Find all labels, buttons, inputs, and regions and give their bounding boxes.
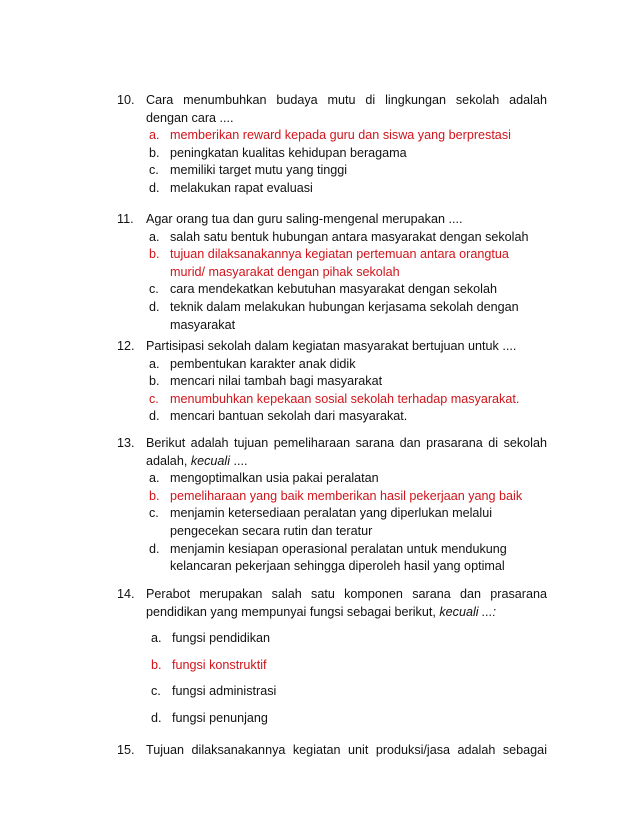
option-c: c. memiliki target mutu yang tinggi xyxy=(149,163,348,178)
question-text: Berikut adalah tujuan pemeliharaan sarana dan prasarana di sekolah adalah, kecuali .... xyxy=(146,436,547,468)
option-a: a. salah satu bentuk hubungan antara masyarakat dengan sekolah xyxy=(149,229,529,244)
option-d: d. menjamin kesiapan operasional peralatan untuk mendukung kelancaran pekerjaan sehingga diperoleh hasil yang optimal xyxy=(149,541,507,574)
question-number: 14. xyxy=(117,587,135,601)
question-text: Cara menumbuhkan budaya mutu di lingkungan sekolah adalah dengan cara .... xyxy=(146,93,547,125)
option-b: b. tujuan dilaksanakannya kegiatan pertemuan antara orangtua murid/ masyarakat dengan pihak sekolah xyxy=(149,247,509,279)
question-13 xyxy=(117,435,547,576)
question-10 xyxy=(117,92,547,198)
question-15 xyxy=(117,742,547,760)
option-d: d. teknik dalam melakukan hubungan kerjasama sekolah dengan masyarakat xyxy=(149,299,519,332)
option-d: d. melakukan rapat evaluasi xyxy=(149,180,313,195)
option-c: c. fungsi administrasi xyxy=(151,684,277,699)
question-number: 13. xyxy=(117,436,135,450)
question-text: Perabot merupakan salah satu komponen sarana dan prasarana pendidikan yang mempunyai fungsi sebagai berikut, kecuali ...: xyxy=(146,587,547,619)
question-text: Partisipasi sekolah dalam kegiatan masyarakat bertujuan untuk .... xyxy=(146,339,517,353)
question-text: Agar orang tua dan guru saling-mengenal merupakan .... xyxy=(146,212,463,226)
question-number: 12. xyxy=(117,339,135,353)
question-number: 15. xyxy=(117,743,135,757)
option-b: b. fungsi konstruktif xyxy=(151,657,267,672)
question-11 xyxy=(117,211,547,334)
option-c: c. menjamin ketersediaan peralatan yang diperlukan melalui pengecekan secara rutin dan teratur xyxy=(149,506,493,538)
option-c: c. menumbuhkan kepekaan sosial sekolah terhadap masyarakat. xyxy=(149,391,520,406)
question-12 xyxy=(117,338,547,426)
question-text: Tujuan dilaksanakannya kegiatan unit produksi/jasa adalah sebagai xyxy=(146,743,547,757)
option-b: b. pemeliharaan yang baik memberikan hasil pekerjaan yang baik xyxy=(149,488,523,503)
option-d: d. mencari bantuan sekolah dari masyarakat. xyxy=(149,409,408,424)
option-a: a. fungsi pendidikan xyxy=(151,631,271,646)
question-14 xyxy=(117,586,547,728)
option-a: a. mengoptimalkan usia pakai peralatan xyxy=(149,471,379,486)
option-a: a. pembentukan karakter anak didik xyxy=(149,356,356,371)
question-number: 10. xyxy=(117,93,135,107)
option-a: a. memberikan reward kepada guru dan siswa yang berprestasi xyxy=(149,128,511,143)
option-c: c. cara mendekatkan kebutuhan masyarakat dengan sekolah xyxy=(149,282,497,297)
option-b: b. mencari nilai tambah bagi masyarakat xyxy=(149,374,383,389)
question-number: 11. xyxy=(117,212,134,226)
option-d: d. fungsi penunjang xyxy=(151,710,268,725)
option-b: b. peningkatan kualitas kehidupan beragama xyxy=(149,145,407,160)
